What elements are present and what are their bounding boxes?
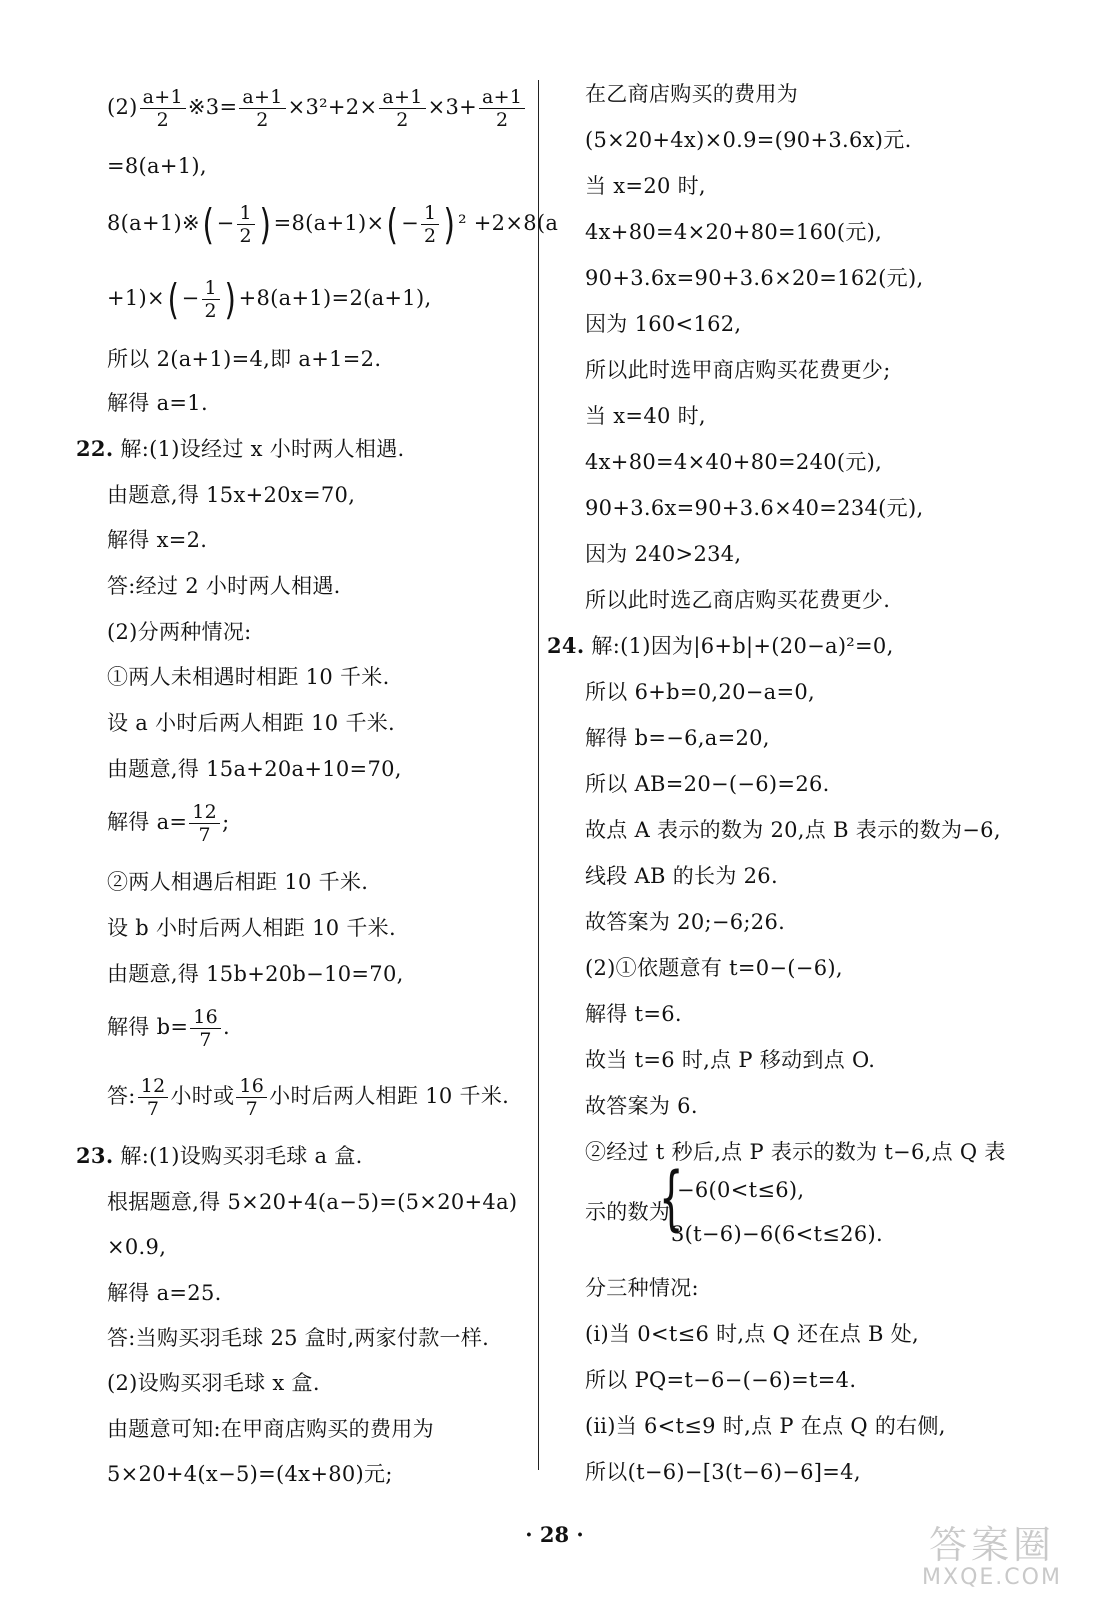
line-r30: 所以(t−6)−[3(t−6)−6]=4, [585,1460,861,1484]
fraction: $\frac{1}{2}$ [237,202,255,247]
line-r23: 故答案为 6. [585,1094,698,1118]
line-r29: (ⅱ)当 6<t≤9 时,点 P 在点 Q 的右侧, [585,1414,946,1438]
line-r15: 解得 b=−6,a=20, [585,726,770,750]
line-r06: 因为 160<162, [585,312,742,336]
fraction: $\frac{1}{2}$ [202,277,220,322]
line-r04: 4x+80=4×20+80=160(元), [585,220,883,244]
line-r12: 所以此时选乙商店购买花费更少. [585,588,891,612]
piecewise-brace: { [659,1157,684,1239]
line-r22: 故当 t=6 时,点 P 移动到点 O. [585,1048,876,1072]
fraction: $\frac{12}{7}$ [138,1075,169,1120]
line-r08: 当 x=40 时, [585,404,706,428]
line-r17: 故点 A 表示的数为 20,点 B 表示的数为−6, [585,818,1001,842]
question-24: 24. 解:(1)因为|6+b|+(20−a)²=0, [547,633,894,658]
line-l05: 所以 2(a+1)=4,即 a+1=2. [107,347,382,371]
line-l19: 解得 b= $\frac{16}{7}$ . [107,1006,230,1051]
line-l08: 由题意,得 15x+20x=70, [107,483,356,507]
fraction: $\frac{16}{7}$ [190,1006,221,1051]
fraction: $\frac{1}{2}$ [421,202,439,247]
line-l22: 根据题意,得 5×20+4(a−5)=(5×20+4a) [107,1190,518,1214]
line-r14: 所以 6+b=0,20−a=0, [585,680,815,704]
line-l24: 解得 a=25. [107,1281,222,1305]
line-l23: ×0.9, [107,1235,167,1259]
line-r09: 4x+80=4×40+80=240(元), [585,450,883,474]
line-r10: 90+3.6x=90+3.6×40=234(元), [585,496,924,520]
fraction: $\frac{16}{7}$ [236,1075,267,1120]
line-r28: 所以 PQ=t−6−(−6)=t=4. [585,1368,857,1392]
line-l10: 答:经过 2 小时两人相遇. [107,574,341,598]
line-r05: 90+3.6x=90+3.6×20=162(元), [585,266,924,290]
line-l02: =8(a+1), [107,154,207,178]
line-l25: 答:当购买羽毛球 25 盒时,两家付款一样. [107,1326,490,1350]
line-r27: (ⅰ)当 0<t≤6 时,点 Q 还在点 B 处, [585,1322,920,1346]
line-r03: 当 x=20 时, [585,174,706,198]
fraction: $\frac{a+1}{2}$ [379,86,425,131]
line-l26: (2)设购买羽毛球 x 盒. [107,1371,320,1395]
line-r20: (2)①依题意有 t=0−(−6), [585,956,843,980]
line-l14: 由题意,得 15a+20a+10=70, [107,757,402,781]
line-r18: 线段 AB 的长为 26. [585,864,778,888]
line-l11: (2)分两种情况: [107,620,252,644]
line-l28: 5×20+4(x−5)=(4x+80)元; [107,1462,393,1486]
question-22: 22. 解:(1)设经过 x 小时两人相遇. [76,436,405,461]
line-r02: (5×20+4x)×0.9=(90+3.6x)元. [585,128,912,152]
piecewise-case-2: 3(t−6)−6(6<t≤26). [671,1222,883,1246]
line-l17: 设 b 小时后两人相距 10 千米. [107,916,396,940]
fraction: $\frac{a+1}{2}$ [479,86,525,131]
line-l01: (2) $\frac{a+1}{2}$ ※3= $\frac{a+1}{2}$ ×3²+2× $\frac{a+1}{2}$ ×3+ $\frac{a+1}{2}$ [107,86,527,131]
line-l09: 解得 x=2. [107,528,208,552]
line-r24: ②经过 t 秒后,点 P 表示的数为 t−6,点 Q 表 [585,1140,1006,1164]
line-l03: 8(a+1)※( − $\frac{1}{2}$ ) =8(a+1)×( − $\frac{1}{2}$ ) ² +2×8(a [107,199,559,249]
line-l27: 由题意可知:在甲商店购买的费用为 [107,1417,434,1441]
line-l13: 设 a 小时后两人相距 10 千米. [107,711,396,735]
line-r07: 所以此时选甲商店购买花费更少; [585,358,891,382]
line-r19: 故答案为 20;−6;26. [585,910,786,934]
question-23: 23. 解:(1)设购买羽毛球 a 盒. [76,1143,363,1168]
line-l12: ①两人未相遇时相距 10 千米. [107,665,390,689]
line-r16: 所以 AB=20−(−6)=26. [585,772,830,796]
line-l04: +1)×( − $\frac{1}{2}$ ) +8(a+1)=2(a+1), [107,274,432,324]
line-l18: 由题意,得 15b+20b−10=70, [107,962,404,986]
watermark-logo [897,1524,1087,1590]
line-r11: 因为 240>234, [585,542,742,566]
page-number: · 28 · [525,1522,584,1547]
line-r26: 分三种情况: [585,1276,699,1300]
fraction: $\frac{a+1}{2}$ [239,86,285,131]
line-r21: 解得 t=6. [585,1002,682,1026]
fraction: $\frac{a+1}{2}$ [140,86,186,131]
line-r25: 示的数为 [585,1200,671,1224]
line-l15: 解得 a= $\frac{12}{7}$ ; [107,801,230,846]
line-l20: 答: $\frac{12}{7}$ 小时或 $\frac{16}{7}$ 小时后两人相距 10 千米. [107,1075,510,1120]
piecewise-case-1: −6(0<t≤6), [677,1178,805,1202]
line-l06: 解得 a=1. [107,391,208,415]
fraction: $\frac{12}{7}$ [189,801,220,846]
watermark-title: 答案圈 [928,1523,1055,1567]
watermark-url: MXQE.COM [922,1565,1062,1590]
line-r01: 在乙商店购买的费用为 [585,82,798,106]
line-l16: ②两人相遇后相距 10 千米. [107,870,369,894]
column-divider [538,80,539,1470]
